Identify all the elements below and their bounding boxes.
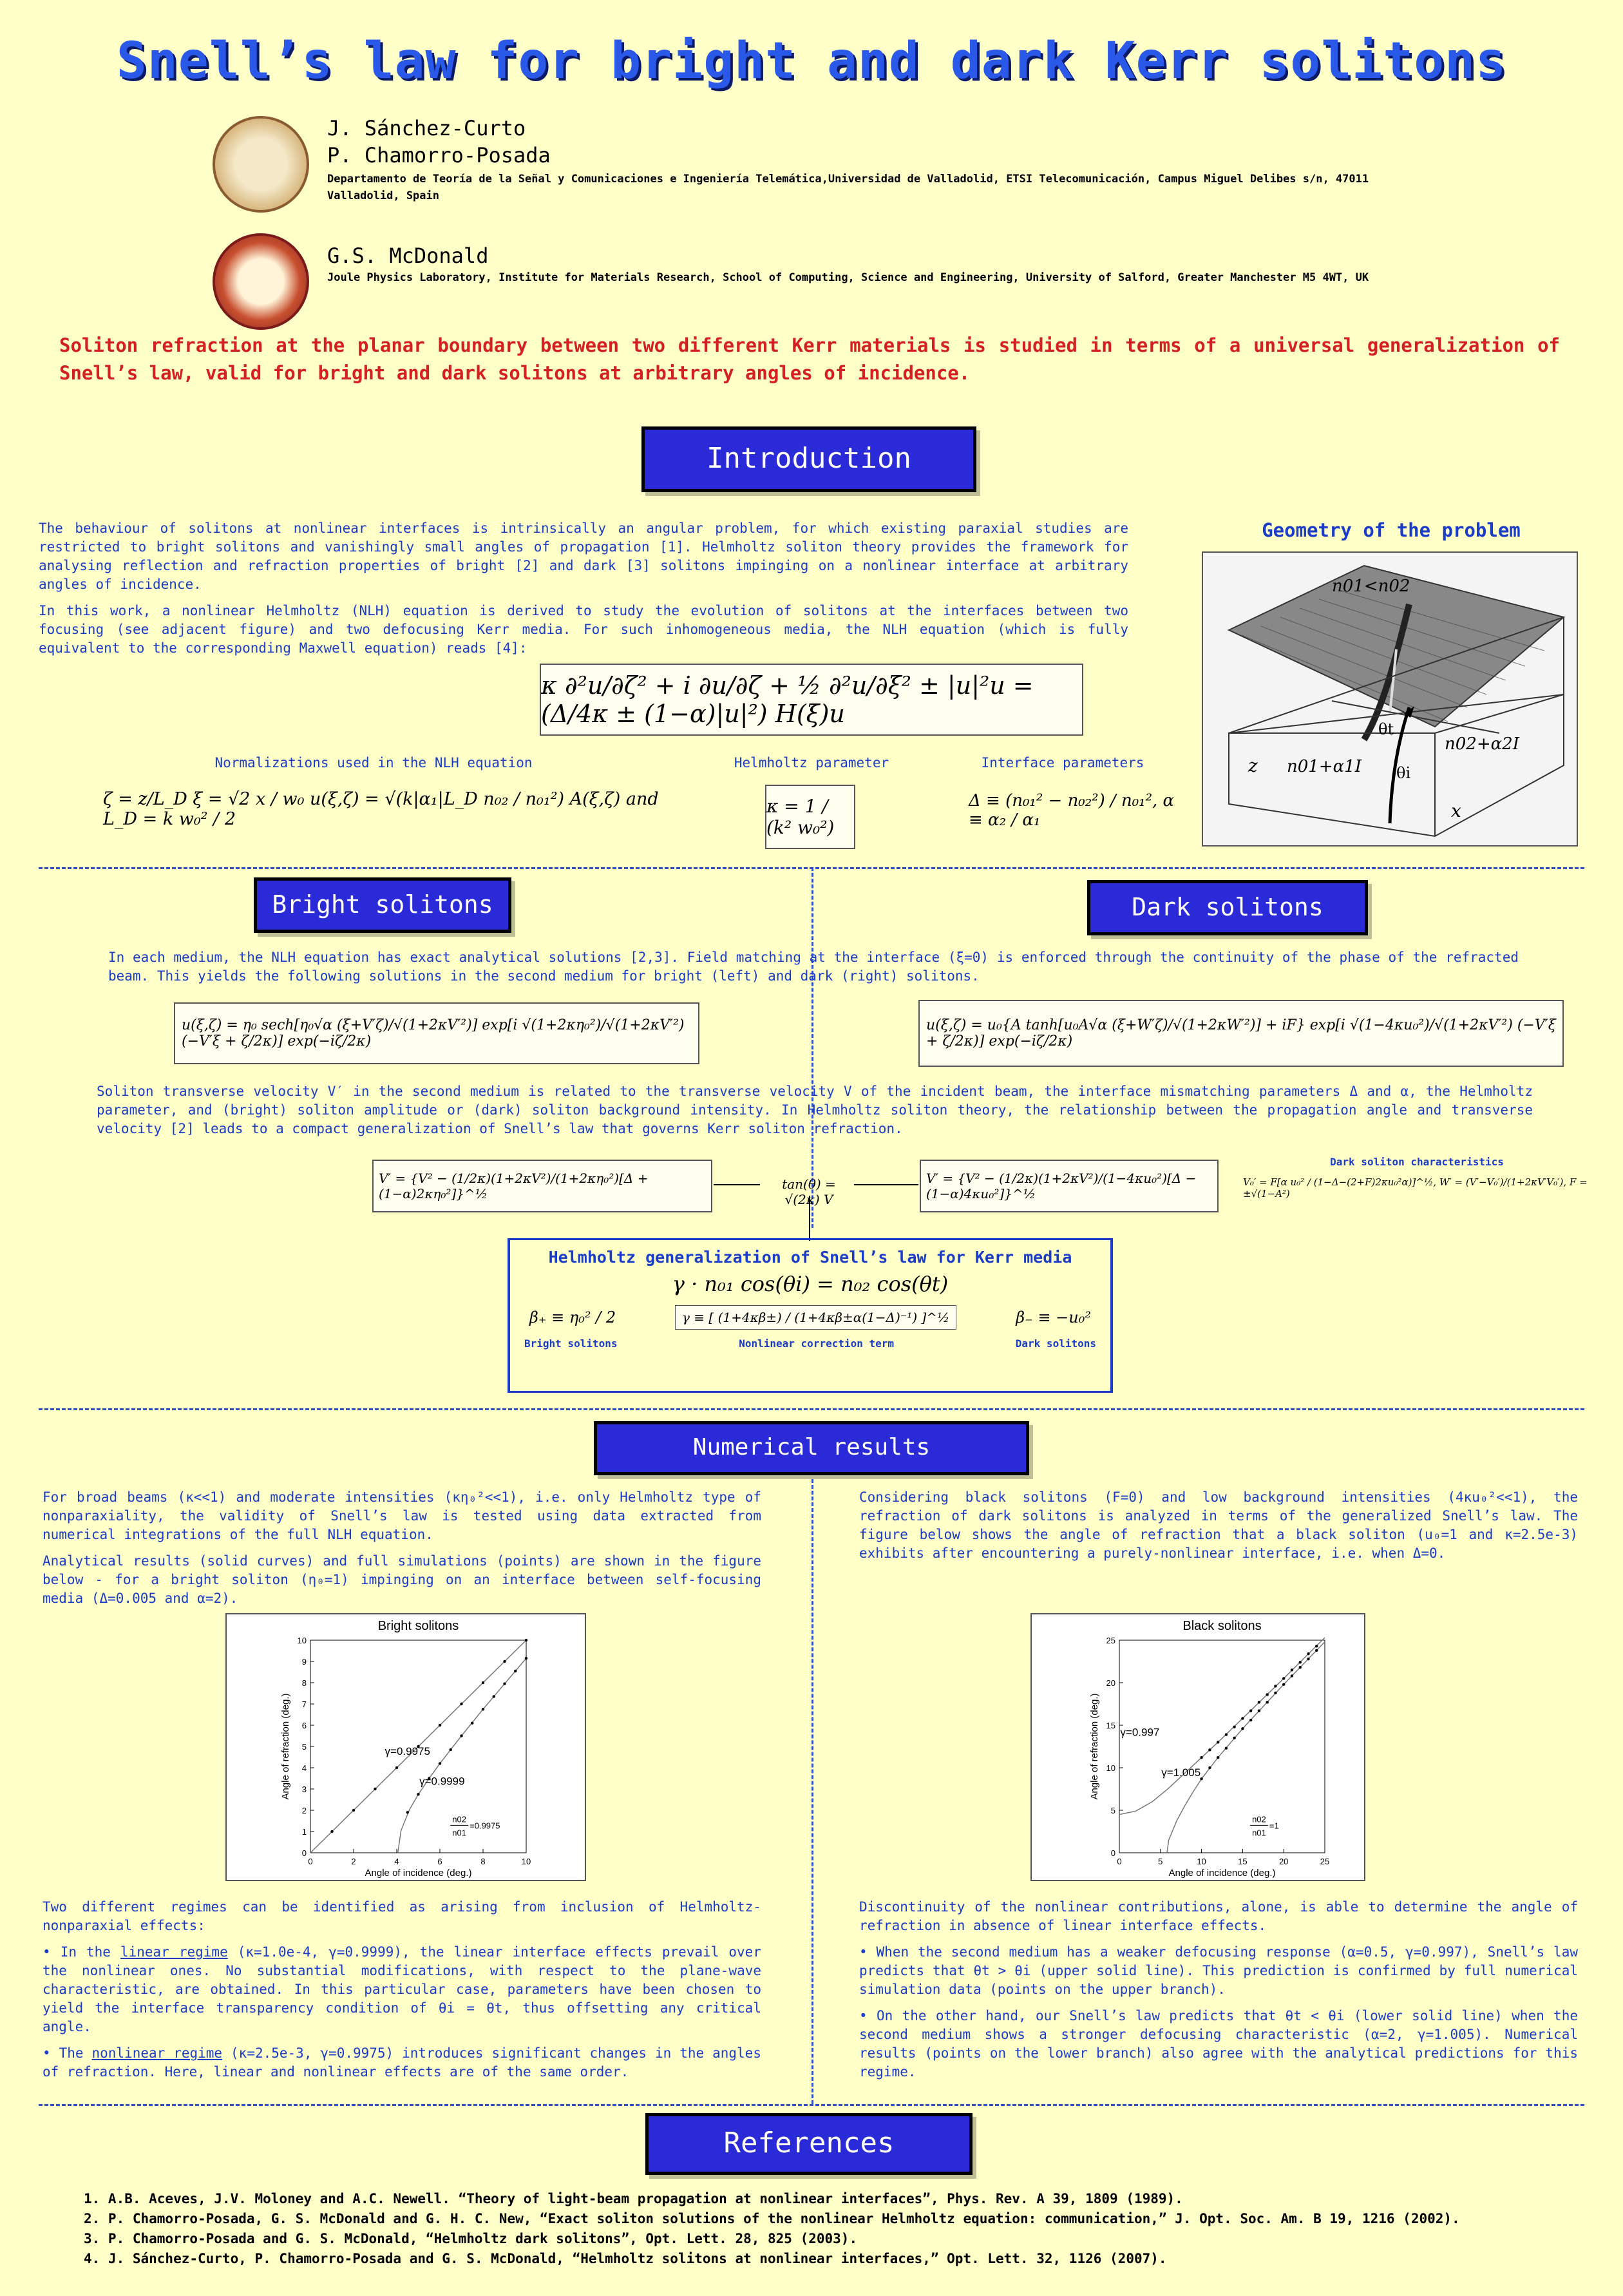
y-tick-label: 3 bbox=[301, 1784, 307, 1794]
section-header-dark-solitons: Dark solitons bbox=[1087, 880, 1368, 935]
x-tick-label: 2 bbox=[351, 1857, 356, 1866]
numerical-right-paragraph-2: Discontinuity of the nonlinear contributions, alone, is able to determine the angle of refraction in absence of linear interface effects. bbox=[859, 1899, 1578, 1933]
data-point bbox=[1299, 1661, 1302, 1663]
solitons-paragraph-1: In each medium, the NLH equation has exact analytical solutions [2,3]. Field matching at the interface (ξ=0) is enforced through the continuity of the phase of the refracted beam. This yields the following solutions in the second medium for bright (left) and dark (right) solitons. bbox=[108, 950, 1519, 984]
y-tick-label: 25 bbox=[1106, 1636, 1115, 1645]
salford-crest-logo bbox=[213, 233, 309, 330]
divider-before-numerical bbox=[39, 1408, 1584, 1410]
reference-item: 3. P. Chamorro-Posada and G. S. McDonald, “Helmholtz dark solitons”, Opt. Lett. 28, 825 (2003). bbox=[84, 2231, 858, 2246]
generalized-snell-equation: γ · n₀₁ cos(θi) = n₀₂ cos(θt) bbox=[672, 1272, 949, 1296]
data-point bbox=[1233, 1725, 1235, 1728]
x-axis-label: Angle of incidence (deg.) bbox=[1168, 1868, 1276, 1879]
y-tick-label: 5 bbox=[301, 1742, 307, 1752]
gamma-annotation: γ=1.005 bbox=[1161, 1766, 1201, 1779]
black-solitons-chart-svg bbox=[1032, 1614, 1364, 1880]
x-tick-label: 10 bbox=[1197, 1857, 1206, 1866]
reference-item: 1. A.B. Aceves, J.V. Moloney and A.C. Newell. “Theory of light-beam propagation at nonlinear interfaces”, Phys. Rev. A 39, 1809 (1989). bbox=[84, 2191, 1183, 2206]
dark-solitons-label: Dark solitons bbox=[1015, 1337, 1096, 1350]
bright-solitons-label: Bright solitons bbox=[524, 1337, 618, 1350]
beta-plus-definition: β₊ ≡ η₀² / 2 bbox=[529, 1308, 616, 1326]
snell-law-box bbox=[508, 1238, 1113, 1393]
x-tick-label: 15 bbox=[1238, 1857, 1248, 1866]
section-header-numerical-results: Numerical results bbox=[594, 1421, 1029, 1475]
bright-transverse-velocity-equation: V′ = {V² − (1/2κ)(1+2κV²)/(1+2κη₀²)[Δ + (1−α)2κη₀²]}^½ bbox=[372, 1160, 712, 1212]
data-point bbox=[1217, 1756, 1219, 1759]
nonlinear-regime-lead: The bbox=[59, 2045, 84, 2061]
y-tick-label: 7 bbox=[301, 1699, 307, 1709]
gamma-definition: γ ≡ [ (1+4κβ±) / (1+4κβ±α(1−Δ)⁻¹) ]^½ bbox=[675, 1305, 956, 1330]
data-point bbox=[330, 1830, 333, 1833]
data-point bbox=[1307, 1658, 1309, 1660]
intro-text bbox=[39, 519, 1128, 665]
numerical-left-paragraph-1: For broad beams (κ<<1) and moderate intensities (κη₀²<<1), i.e. only Helmholtz type of nonparaxiality, the validity of Snell’s law is tested using data extracted from numerical integrations of the full NLH equation. bbox=[43, 1489, 761, 1542]
section-header-references: References bbox=[645, 2113, 973, 2175]
data-point bbox=[460, 1703, 462, 1705]
data-point bbox=[352, 1809, 355, 1812]
beta-minus-definition: β₋ ≡ −u₀² bbox=[1016, 1308, 1091, 1326]
data-point bbox=[439, 1762, 441, 1765]
data-point bbox=[514, 1670, 517, 1672]
index-ratio-denominator: n01 bbox=[1252, 1828, 1266, 1838]
x-axis-label: Angle of incidence (deg.) bbox=[365, 1868, 472, 1879]
data-point bbox=[450, 1748, 452, 1751]
numerical-right-text-bottom bbox=[859, 1898, 1578, 2089]
poster-title: Snell’s law for bright and dark Kerr solitons bbox=[116, 32, 1507, 90]
data-point bbox=[406, 1811, 409, 1813]
gamma-annotation: γ=0.997 bbox=[1120, 1726, 1160, 1739]
weaker-defocusing-bullet: • When the second medium has a weaker defocusing response (α=0.5, γ=0.997), Snell’s law predicts that θt > θi (upper solid line). This prediction is confirmed by full numerical simulation data (points on the upper branch). bbox=[859, 1943, 1578, 1999]
nonlinear-regime-text: (κ=2.5e-3, γ=0.9975) introduces significant changes in the angles of refraction. Here, linear and nonlinear effects are of the same order. bbox=[43, 2045, 761, 2080]
snell-law-title: Helmholtz generalization of Snell’s law for Kerr media bbox=[548, 1248, 1072, 1267]
x-tick-label: 25 bbox=[1320, 1857, 1330, 1866]
y-tick-label: 1 bbox=[301, 1827, 307, 1837]
data-point bbox=[1249, 1719, 1252, 1721]
data-point bbox=[1241, 1727, 1244, 1730]
author-chamorro-posada: P. Chamorro-Posada bbox=[327, 143, 551, 167]
y-tick-label: 10 bbox=[1106, 1763, 1115, 1773]
data-point bbox=[1266, 1693, 1268, 1696]
x-tick-label: 0 bbox=[1117, 1857, 1122, 1866]
valladolid-seal-logo bbox=[213, 116, 309, 213]
refractive-index-inequality-label: n01<n02 bbox=[1332, 577, 1410, 596]
data-point bbox=[1274, 1685, 1277, 1687]
numerical-left-paragraph-3: Two different regimes can be identified as arising from inclusion of Helmholtz-nonparaxial effects: bbox=[43, 1899, 761, 1933]
y-tick-label: 8 bbox=[301, 1678, 307, 1688]
data-point bbox=[1291, 1669, 1293, 1671]
numerical-right-text-top bbox=[859, 1488, 1578, 1571]
solitons-paragraph-2: Soliton transverse velocity V′ in the second medium is related to the transverse velocity V of the incident beam, the interface mismatching parameters Δ and α, the Helmholtz parameter, and (bright) soliton amplitude or (dark) soliton background intensity. In Helmholtz soliton theory, the relationship between the propagation angle and transverse velocity [2] leads to a compact generalization of Snell’s law that governs Kerr soliton refraction. bbox=[97, 1084, 1533, 1136]
stronger-defocusing-bullet: • On the other hand, our Snell’s law predicts that θt < θi (lower solid line) when the second medium shows a stronger defocusing characteristic (α=2, γ=1.005). Numerical results (points on the lower branch) also agree with the analytical predictions for this regime. bbox=[859, 2007, 1578, 2081]
index-ratio-numerator: n02 bbox=[1252, 1814, 1266, 1824]
bright-solitons-chart-svg bbox=[227, 1614, 585, 1880]
y-axis-label: Angle of refraction (deg.) bbox=[1089, 1693, 1100, 1800]
data-point bbox=[525, 1657, 527, 1660]
index-ratio-denominator: n01 bbox=[452, 1828, 467, 1838]
data-point bbox=[374, 1788, 376, 1790]
theta-i-label: θi bbox=[1396, 764, 1411, 782]
medium-2-label: n02+α2I bbox=[1445, 734, 1519, 754]
x-axis-label: x bbox=[1451, 800, 1461, 821]
data-point bbox=[395, 1766, 398, 1769]
y-tick-label: 9 bbox=[301, 1657, 307, 1667]
nonlinear-regime-bullet bbox=[43, 2044, 761, 2081]
normalization-equations: ζ = z/L_D ξ = √2 x / w₀ u(ξ,ζ) = √(k|α₁|L_D n₀₂ / n₀₁²) A(ξ,ζ) and L_D = k w₀² / 2 bbox=[103, 789, 659, 829]
intro-paragraph-1: The behaviour of solitons at nonlinear interfaces is intrinsically an angular problem, for which existing paraxial studies are restricted to bright solitons and vanishingly small angles of propagation [1]. Helmholtz soliton theory provides the framework for analysing reflection and refraction properties of bright [2] and dark [3] solitons impinging on a nonlinear interface at arbitrary angles of incidence. bbox=[39, 521, 1128, 592]
data-point bbox=[1217, 1741, 1219, 1743]
x-tick-label: 6 bbox=[437, 1857, 442, 1866]
linear-regime-bullet bbox=[43, 1943, 761, 2036]
data-point bbox=[482, 1681, 484, 1684]
data-point bbox=[1307, 1652, 1309, 1655]
intro-paragraph-2: In this work, a nonlinear Helmholtz (NLH) equation is derived to study the evolution of solitons at the interfaces between two focusing (see adjacent figure) and two defocusing Kerr media. For such inhomogeneous media, the NLH equation (which is fully equivalent to the corresponding Maxwell equation) reads [4]: bbox=[39, 603, 1128, 656]
arrow-down-connector bbox=[809, 1196, 810, 1241]
bright-soliton-solution: u(ξ,ζ) = η₀ sech[η₀√α (ξ+V′ζ)/√(1+2κV′²)] exp[i √(1+2κη₀²)/√(1+2κV′²) (−V′ξ + ζ/2κ)] exp(−iζ/2κ) bbox=[174, 1002, 699, 1064]
data-point bbox=[503, 1682, 506, 1685]
normalizations-caption: Normalizations used in the NLH equation bbox=[214, 755, 533, 770]
geometry-diagram-svg bbox=[1203, 553, 1577, 845]
data-point bbox=[1291, 1674, 1293, 1677]
data-point bbox=[1299, 1666, 1302, 1669]
arrow-left-connector bbox=[714, 1184, 760, 1185]
y-tick-label: 2 bbox=[301, 1806, 307, 1815]
data-point bbox=[460, 1734, 462, 1737]
data-point bbox=[503, 1660, 506, 1663]
data-point bbox=[1241, 1717, 1244, 1719]
data-point bbox=[1315, 1649, 1318, 1652]
x-tick-label: 4 bbox=[394, 1857, 399, 1866]
chart-title: Bright solitons bbox=[377, 1619, 459, 1633]
y-axis-label: Angle of refraction (deg.) bbox=[280, 1693, 291, 1800]
y-tick-label: 4 bbox=[301, 1763, 307, 1773]
data-point bbox=[1208, 1766, 1211, 1769]
data-point bbox=[439, 1724, 441, 1727]
gamma-annotation: γ=0.9975 bbox=[384, 1745, 430, 1758]
helmholtz-parameter-equation: κ = 1 / (k² w₀²) bbox=[765, 785, 855, 849]
abstract: Soliton refraction at the planar boundary between two different Kerr materials is studied in terms of a universal generalization of Snell’s law, valid for bright and dark solitons at arbitrary angles of incidence. bbox=[59, 334, 1560, 384]
data-point bbox=[1249, 1709, 1252, 1712]
data-point bbox=[525, 1639, 527, 1641]
data-point bbox=[1208, 1748, 1211, 1751]
data-point bbox=[1225, 1746, 1228, 1749]
dark-transverse-velocity-equation: V′ = {V² − (1/2κ)(1+2κV²)/(1−4κu₀²)[Δ − (1−α)4κu₀²]}^½ bbox=[920, 1160, 1219, 1212]
y-tick-label: 0 bbox=[301, 1848, 307, 1858]
divider-before-references bbox=[39, 2104, 1584, 2106]
dark-soliton-characteristics-equation: V₀′ = F[α u₀² / (1−Δ−(2+F)2κu₀²α)]^½, W′ = (V′−V₀′)/(1+2κV′V₀′), F = ±√(1−A²) bbox=[1243, 1176, 1588, 1200]
x-tick-label: 5 bbox=[1158, 1857, 1163, 1866]
data-point bbox=[1274, 1692, 1277, 1694]
affiliation-salford: Joule Physics Laboratory, Institute for Materials Research, School of Computing, Science and Engineering, University of Salford, Greater Manchester M5 4WT, UK bbox=[327, 271, 1369, 284]
reference-item: 4. J. Sánchez-Curto, P. Chamorro-Posada and G. S. McDonald, “Helmholtz solitons at nonlinear interfaces,” Opt. Lett. 32, 1126 (2007). bbox=[84, 2251, 1167, 2266]
y-tick-label: 15 bbox=[1106, 1721, 1115, 1730]
numerical-left-paragraph-2: Analytical results (solid curves) and full simulations (points) are shown in the figure below - for a bright soliton (η₀=1) impinging on an interface between self-focusing media (Δ=0.005 and α=2). bbox=[43, 1553, 761, 1606]
divider-vertical-numerical bbox=[812, 1479, 813, 2104]
y-tick-label: 6 bbox=[301, 1721, 307, 1730]
author-mcdonald: G.S. McDonald bbox=[327, 244, 489, 268]
numerical-left-text-bottom bbox=[43, 1898, 761, 2089]
nonlinear-correction-label: Nonlinear correction term bbox=[739, 1337, 895, 1350]
affiliation-valladolid: Departamento de Teoría de la Señal y Comunicaciones e Ingeniería Telemática,Universidad de Valladolid, ETSI Telecomunicación, Campus Miguel Delibes s/n, 47011 Valladolid, Spain bbox=[327, 173, 1369, 202]
index-ratio-value: =0.9975 bbox=[470, 1821, 500, 1831]
index-ratio-numerator: n02 bbox=[452, 1814, 467, 1824]
numerical-right-paragraph-1: Considering black solitons (F=0) and low background intensities (4κu₀²<<1), the refraction of dark solitons is analyzed in terms of the generalized Snell’s law. The figure below shows the angle of refraction that a black soliton (u₀=1 and κ=2.5e-3) exhibits after encountering a purely-nonlinear interface, i.e. when Δ=0. bbox=[859, 1489, 1578, 1561]
section-header-bright-solitons: Bright solitons bbox=[254, 877, 511, 933]
data-point bbox=[417, 1793, 419, 1795]
arrow-right-connector bbox=[854, 1184, 918, 1185]
data-point bbox=[482, 1708, 484, 1710]
y-tick-label: 5 bbox=[1110, 1806, 1115, 1815]
numerical-left-text-top bbox=[43, 1488, 761, 1616]
interface-parameters-caption: Interface parameters bbox=[981, 755, 1144, 770]
data-point bbox=[1266, 1701, 1268, 1703]
bright-solitons-chart bbox=[225, 1613, 586, 1881]
z-axis-label: z bbox=[1248, 755, 1258, 776]
nlh-equation: κ ∂²u/∂ζ² + i ∂u/∂ζ + ½ ∂²u/∂ξ² ± |u|²u = (Δ/4κ ± (1−α)|u|²) H(ξ)u bbox=[540, 664, 1083, 736]
data-point bbox=[1200, 1756, 1202, 1759]
plot-area bbox=[1119, 1640, 1325, 1853]
nonlinear-regime-link: nonlinear regime bbox=[91, 2045, 223, 2061]
chart-title: Black solitons bbox=[1182, 1619, 1262, 1633]
reference-item: 2. P. Chamorro-Posada, G. S. McDonald and G. H. C. New, “Exact soliton solutions of the nonlinear Helmholtz equation: communication,” J. Opt. Soc. Am. B 19, 1216 (2002). bbox=[84, 2211, 1460, 2226]
x-tick-label: 20 bbox=[1278, 1857, 1289, 1866]
black-solitons-chart bbox=[1030, 1613, 1365, 1881]
gamma-annotation: γ=0.9999 bbox=[419, 1775, 465, 1788]
data-point bbox=[1225, 1733, 1228, 1736]
x-tick-label: 10 bbox=[521, 1857, 531, 1866]
medium-1-label: n01+α1I bbox=[1287, 757, 1362, 776]
dark-soliton-characteristics-title: Dark soliton characteristics bbox=[1330, 1156, 1504, 1168]
section-header-introduction: Introduction bbox=[641, 426, 976, 492]
tan-angle-equation: tan(θ) = √(2κ) V bbox=[782, 1176, 836, 1207]
interface-parameter-equations: Δ ≡ (n₀₁² − n₀₂²) / n₀₁², α ≡ α₂ / α₁ bbox=[969, 791, 1175, 830]
reference-list bbox=[84, 2189, 1565, 2269]
dark-soliton-solution: u(ξ,ζ) = u₀{A tanh[u₀A√α (ξ+W′ζ)/√(1+2κW′²)] + iF} exp[i √(1−4κu₀²)/√(1+2κV′²) (−V′ξ + ζ/2κ)] exp(−iζ/2κ) bbox=[918, 1000, 1564, 1067]
data-point bbox=[1258, 1709, 1260, 1712]
x-tick-label: 0 bbox=[308, 1857, 313, 1866]
geometry-title: Geometry of the problem bbox=[1262, 519, 1521, 541]
linear-regime-text: (κ=1.0e-4, γ=0.9999), the linear interface effects prevail over the nonlinear ones. No substantial modifications, with respect to the plane-wave characteristic, are obtained. In this particular case, parameters have been chosen to yield the interface transparency condition of θi = θt, thus offsetting any critical angle. bbox=[43, 1944, 761, 2034]
divider-vertical-solitons bbox=[812, 867, 813, 1228]
data-point bbox=[493, 1695, 495, 1698]
y-tick-label: 0 bbox=[1110, 1848, 1115, 1858]
linear-regime-link: linear regime bbox=[120, 1944, 228, 1960]
geometry-figure bbox=[1202, 551, 1578, 847]
index-ratio-value: =1 bbox=[1269, 1821, 1279, 1831]
y-tick-label: 20 bbox=[1106, 1678, 1115, 1688]
data-point bbox=[1258, 1701, 1260, 1703]
data-point bbox=[1233, 1737, 1235, 1739]
data-point bbox=[1282, 1683, 1285, 1685]
author-sanchez-curto: J. Sánchez-Curto bbox=[327, 116, 526, 140]
helmholtz-parameter-caption: Helmholtz parameter bbox=[734, 755, 889, 770]
data-point bbox=[471, 1722, 473, 1725]
x-tick-label: 8 bbox=[480, 1857, 486, 1866]
data-point bbox=[1315, 1645, 1318, 1647]
data-point bbox=[1282, 1677, 1285, 1679]
theta-t-label: θt bbox=[1378, 720, 1394, 738]
y-tick-label: 10 bbox=[297, 1636, 307, 1645]
linear-regime-lead: In the bbox=[60, 1944, 111, 1960]
